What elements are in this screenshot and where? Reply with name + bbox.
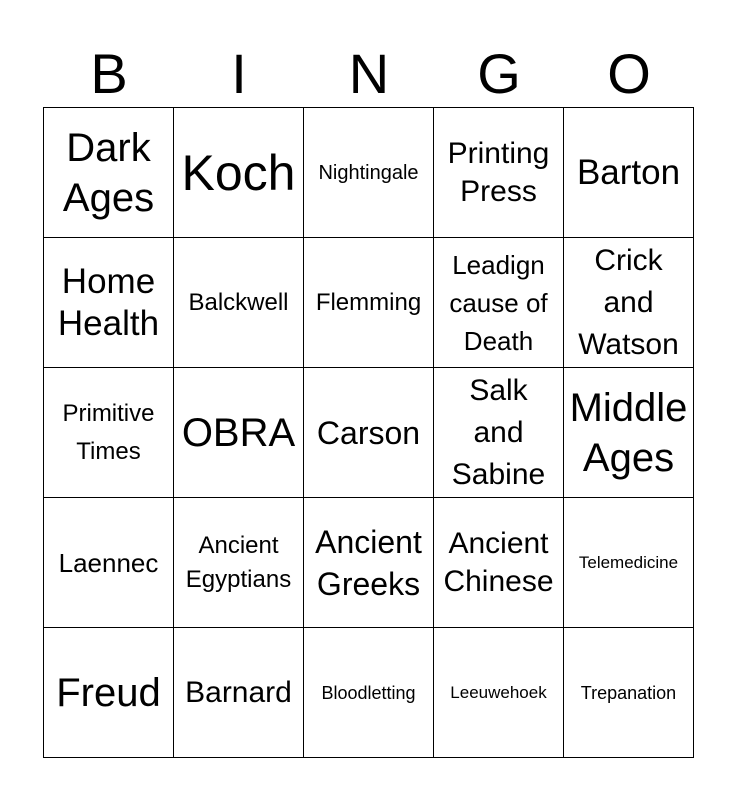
header-letter-g: G [477, 42, 521, 105]
cell-text: Primitive Times [62, 399, 155, 465]
bingo-cell[interactable] [44, 498, 174, 628]
cell-text: Home Health [57, 261, 160, 343]
cell-text: Koch [181, 144, 296, 201]
cell-text: Crick and Watson [578, 243, 679, 361]
cell-text: Ancient Greeks [315, 523, 422, 602]
bingo-cell[interactable] [304, 368, 434, 498]
cell-text: Telemedicine [578, 552, 679, 572]
cell-text: Salk and Sabine [451, 373, 546, 491]
cell-text: Carson [316, 414, 421, 451]
header-letter-i: I [231, 42, 247, 105]
bingo-cell[interactable] [434, 108, 564, 238]
cell-text: Balckwell [188, 288, 289, 316]
bingo-cell[interactable] [304, 238, 434, 368]
cell-text: Printing Press [447, 136, 550, 208]
cell-text: Barton [576, 152, 681, 192]
cell-text: Leeuwehoek [450, 682, 547, 702]
bingo-cell[interactable] [174, 368, 304, 498]
header-letter-o: O [607, 42, 651, 105]
cell-text: Bloodletting [321, 682, 416, 703]
bingo-cell[interactable] [304, 108, 434, 238]
bingo-cell[interactable] [564, 238, 694, 368]
bingo-cell[interactable] [44, 628, 174, 758]
cell-text: Trepanation [580, 682, 677, 703]
bingo-cell[interactable] [564, 628, 694, 758]
bingo-cell[interactable] [434, 498, 564, 628]
cell-text: Laennec [58, 547, 159, 578]
cell-text: Ancient Egyptians [185, 531, 292, 593]
bingo-cell[interactable] [44, 108, 174, 238]
cell-text: OBRA [181, 410, 296, 455]
bingo-cell[interactable] [304, 498, 434, 628]
bingo-cell[interactable] [44, 368, 174, 498]
bingo-card-grid [43, 107, 694, 758]
cell-text: Middle Ages [569, 385, 688, 480]
bingo-cell[interactable] [44, 238, 174, 368]
bingo-cell[interactable] [174, 628, 304, 758]
bingo-cell[interactable] [564, 498, 694, 628]
bingo-cell[interactable] [434, 628, 564, 758]
header-letter-b: B [90, 42, 128, 105]
cell-text: Barnard [185, 675, 292, 709]
bingo-cell[interactable] [564, 108, 694, 238]
bingo-cell[interactable] [434, 238, 564, 368]
bingo-cell[interactable] [174, 498, 304, 628]
cell-text: Freud [56, 670, 161, 715]
bingo-cell[interactable] [174, 238, 304, 368]
cell-text: Leadign cause of Death [449, 249, 548, 356]
bingo-header [44, 40, 694, 108]
cell-text: Flemming [315, 288, 422, 316]
header-letter-n: N [348, 42, 390, 105]
bingo-cell[interactable] [564, 368, 694, 498]
bingo-cell[interactable] [304, 628, 434, 758]
cell-text: Nightingale [318, 161, 419, 184]
cell-text: Ancient Chinese [443, 526, 554, 598]
bingo-cell[interactable] [174, 108, 304, 238]
cell-text: Dark Ages [62, 125, 155, 220]
bingo-cell[interactable] [434, 368, 564, 498]
